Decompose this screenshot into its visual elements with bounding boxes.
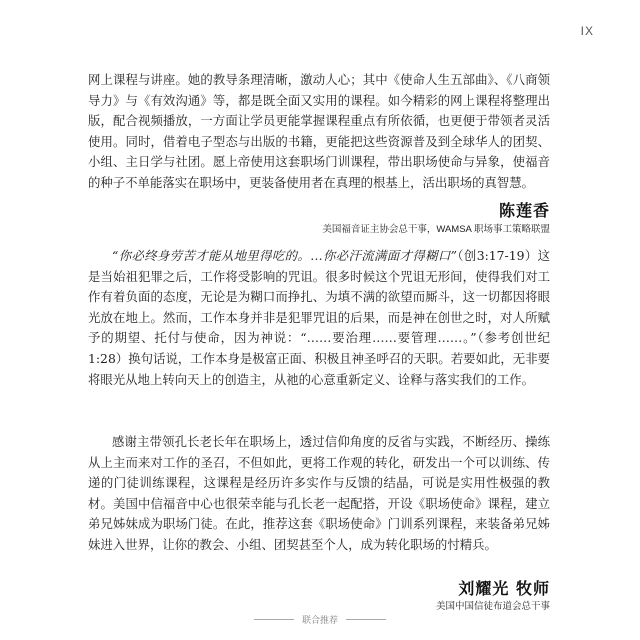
paragraph-2-text: （创3:17-19）这是当始祖犯罪之后，工作将受影响的咒诅。很多时候这个咒诅无形间，使得我们对工作有着负面的态度，无论是为糊口而挣扎、为填不满的欲望而厮斗，这一切都因将眼光放在地上。然而，工作本身并非是犯罪咒诅的后果，而是神在创世之时，对人所赋予的期望、托付与使命，因为神说：“……要治理……要管理……。”（参考创世纪1:28）换句话说，工作本身是极富正面、积极且神圣呼召的天职。若要如此，无非要将眼光从地上转向天上的创造主，从祂的心意重新定义、诠释与落实我们的工作。 [88, 248, 551, 387]
footer-rule-left [254, 619, 294, 620]
endorser-title-2: 美国中国信徒布道会总干事 [435, 601, 550, 612]
footer-rule-right [346, 619, 386, 620]
page-number: IX [580, 24, 594, 38]
endorser-name-2: 刘耀光 牧师 [458, 579, 550, 598]
page-footer [0, 613, 640, 626]
endorser-title-1: 美国福音证主协会总干事，WAMSA 职场事工策略联盟 [322, 224, 550, 235]
genesis-quote: “你必终身劳苦才能从地里得吃的。…你必汗流满面才得糊口” [112, 248, 457, 263]
endorser-name-1: 陈莲香 [498, 201, 550, 220]
paragraph-2 [88, 246, 550, 390]
paragraph-3: 感谢主带领孔长老长年在职场上，透过信仰角度的反省与实践，不断经历、操练从上主而来对工作的圣召，不但如此，更将工作观的转化，研发出一个可以训练、传递的门徒训练课程，这课程是经历许多实作与反馈的结晶，可说是实用性极强的教材。美国中信福音中心也很荣幸能与孔长老一起配搭，开设《职场使命》课程，建立弟兄姊妹成为职场门徒。在此，推荐这套《职场使命》门训系列课程，来装备弟兄姊妹进入世界，让你的教会、小组、团契甚至个人，成为转化职场的忖精兵。 [88, 434, 550, 552]
paragraph-1: 网上课程与讲座。她的教导条理清晰，激动人心；其中《使命人生五部曲》、《八商领导力》与《有效沟通》等，都是既全面又实用的课程。如今精彩的网上课程将整理出版，配合视频播放，一方面让学员更能掌握课程重点有所依循，也更便于带领者灵活使用。同时，借着电子型态与出版的书籍，更能把这些资源普及到全球华人的团契、小组、主日学与社团。愿上帝使用这套职场门训课程，带出职场使命与异象，使福音的种子不单能落实在职场中，更装备使用者在真理的根基上，活出职场的真智慧。 [88, 72, 550, 190]
footer-label: 联合推荐 [301, 615, 338, 625]
